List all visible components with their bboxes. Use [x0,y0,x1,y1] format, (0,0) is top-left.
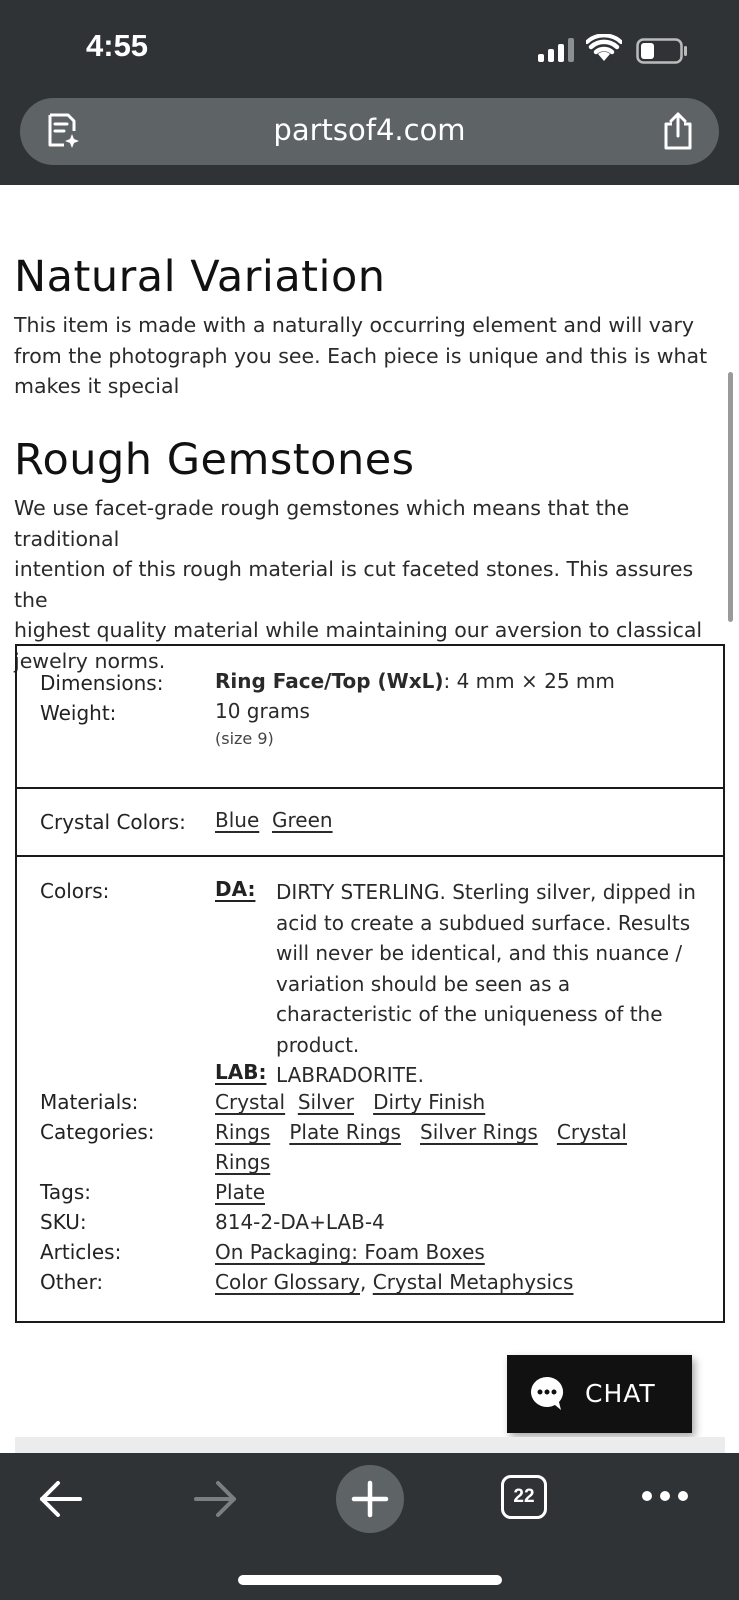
material-link-dirty-finish[interactable]: Dirty Finish [373,1090,486,1114]
rough-gemstones-heading: Rough Gemstones [14,435,415,485]
materials-value [215,1087,485,1117]
battery-icon [636,38,688,64]
natural-variation-heading: Natural Variation [14,252,386,302]
weight-note: (size 9) [215,729,274,748]
color-code-da[interactable]: DA: [215,877,256,901]
material-link-crystal[interactable]: Crystal [215,1090,286,1114]
color-da-description: DIRTY STERLING. Sterling silver, dipped in acid to create a subdued surface. Results will never be identical, and this nuance / variation should be seen as a characteristic of the uniqueness of the product. [276,880,696,1057]
crystal-colors-value [215,805,333,835]
home-indicator[interactable] [238,1575,502,1585]
back-arrow-icon[interactable] [38,1479,84,1519]
chat-label: CHAT [585,1379,656,1408]
forward-arrow-icon[interactable] [192,1479,238,1519]
chat-bubble-icon [529,1375,565,1413]
other-value: Color Glossary, Crystal Metaphysics [215,1270,574,1294]
natural-variation-text: This item is made with a naturally occurring element and will vary from the photograph you see. Each piece is unique and this is what makes it special [14,313,708,398]
weight-label: Weight: [40,701,117,725]
article-link-foam-boxes[interactable]: On Packaging: Foam Boxes [215,1240,485,1264]
colors-label: Colors: [40,879,110,903]
dimensions-label: Dimensions: [40,671,164,695]
dimensions-section [17,646,723,787]
category-link-plate-rings[interactable]: Plate Rings [289,1120,401,1144]
more-options-icon[interactable] [640,1489,690,1503]
category-link-rings[interactable]: Rings [215,1120,271,1144]
crystal-colors-label: Crystal Colors: [40,810,186,834]
crystal-colors-section [17,787,723,855]
dimensions-value: Ring Face/Top (WxL): 4 mm × 25 mm [215,669,615,693]
product-specs-table [15,644,725,1323]
tag-link-plate[interactable]: Plate [215,1180,266,1204]
articles-label: Articles: [40,1240,122,1264]
crystal-color-link-blue[interactable]: Blue [215,808,260,832]
sku-value: 814-2-DA+LAB-4 [215,1210,385,1234]
categories-value [215,1117,627,1177]
page-scrollbar[interactable] [728,372,733,622]
footer-strip [15,1437,725,1453]
materials-label: Materials: [40,1090,139,1114]
tags-label: Tags: [40,1180,92,1204]
wifi-icon [586,34,622,62]
other-label: Other: [40,1270,104,1294]
chat-button[interactable] [507,1355,692,1433]
rough-gemstones-text: We use facet-grade rough gemstones which means that the traditional intention of this rough material is cut faceted stones. This assures the highest quality material while maintaining our aversion to classical jewelry norms. [14,496,703,673]
categories-label: Categories: [40,1120,155,1144]
category-link-silver-rings[interactable]: Silver Rings [420,1120,538,1144]
articles-value [215,1237,485,1267]
weight-value: 10 grams [215,699,310,723]
tags-value [215,1177,265,1207]
browser-top-bar [0,0,739,185]
category-link-crystal-rings[interactable]: Crystal [556,1120,627,1144]
details-section [17,855,723,1321]
category-link-crystal-rings-cont[interactable]: Rings [215,1150,271,1174]
material-link-silver[interactable]: Silver [297,1090,354,1114]
color-lab-description: LABRADORITE. [276,1063,424,1087]
sku-label: SKU: [40,1210,87,1234]
new-tab-plus-icon[interactable] [335,1464,405,1534]
color-code-lab[interactable]: LAB: [215,1060,267,1084]
address-bar[interactable] [20,98,719,165]
cellular-signal-icon [538,38,578,62]
crystal-color-link-green[interactable]: Green [271,808,333,832]
status-time: 4:55 [86,28,149,63]
other-link-crystal-metaphysics[interactable]: Crystal Metaphysics [372,1270,574,1294]
other-link-color-glossary[interactable]: Color Glossary [215,1270,361,1294]
share-icon[interactable] [658,110,698,152]
url-text[interactable]: partsof4.com [273,113,466,147]
tabs-count-button[interactable]: 22 [501,1475,547,1519]
